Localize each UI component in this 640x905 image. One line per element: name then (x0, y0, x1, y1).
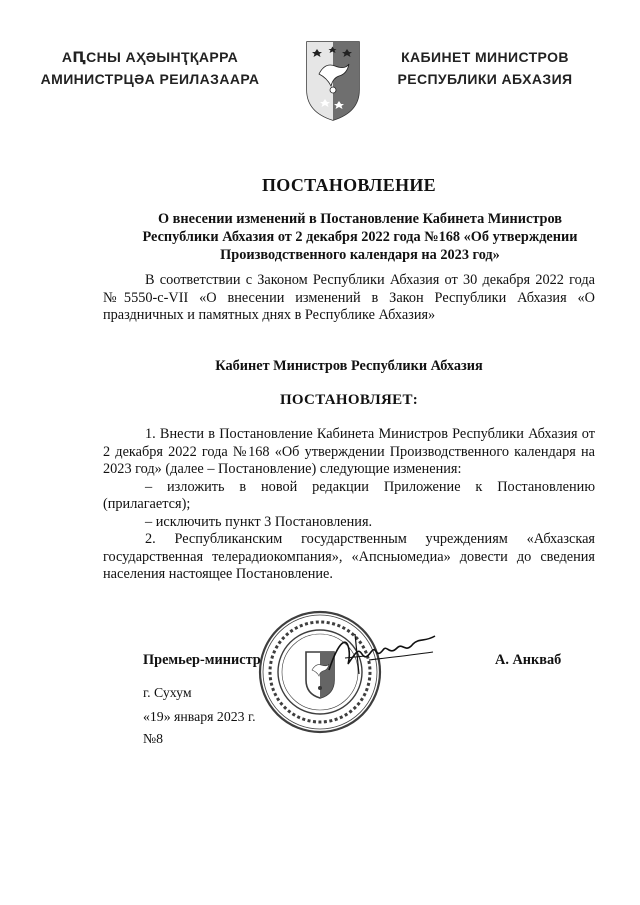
header-left-line2: АМИНИСТРЦӘА РЕИЛАЗААРА (40, 71, 260, 87)
subject-line2: Республики Абхазия от 2 декабря 2022 года №168 «Об утверждении (142, 229, 578, 245)
place-line: г. Сухум (143, 685, 192, 700)
item-1b: – исключить пункт 3 Постановления. (145, 513, 373, 530)
document-subject (100, 210, 620, 264)
header-right (370, 46, 600, 90)
item-1a: – изложить в новой редакции Приложение к Постановлению (прилагается); (103, 478, 595, 512)
item-1: 1. Внести в Постановление Кабинета Министров Республики Абхазия от 2 декабря 2022 года №168 «Об утверждении Производственного календаря на 2023 год» (далее – Постановление) следующие изменения: (103, 426, 595, 477)
header-right-line1: КАБИНЕТ МИНИСТРОВ (401, 49, 569, 65)
item-2: 2. Республиканским государственным учреждениям «Абхазская государственная телерадиокомпания», «Апсныомедиа» довести до сведения населения настоящее Постановление. (103, 531, 595, 582)
resolution-body (103, 426, 595, 584)
signatory-role: Премьер-министр (143, 652, 261, 668)
date-line: «19» января 2023 г. (143, 709, 256, 724)
document-number: №8 (143, 731, 164, 746)
authority-line: Кабинет Министров Республики Абхазия (215, 358, 483, 374)
header-right-line2: РЕСПУБЛИКИ АБХАЗИЯ (397, 71, 573, 87)
resolves-heading: ПОСТАНОВЛЯЕТ: (279, 392, 419, 408)
signatory-name: А. Анкваб (495, 652, 562, 668)
header-left-line1: АԤСНЫ АҲӘЫНҬҚАРРА (61, 49, 239, 65)
preamble-paragraph: В соответствии с Законом Республики Абхазия от 30 декабря 2022 года №5550-с-VII «О внесении изменений в Закон Республики Абхазия «О праздничных и памятных днях в Республике Абхазия» (103, 272, 595, 323)
subject-line3: Производственного календаря на 2023 год» (220, 247, 500, 263)
header-left (0, 46, 300, 90)
subject-line1: О внесении изменений в Постановление Кабинета Министров (157, 211, 563, 227)
document-title: ПОСТАНОВЛЕНИЕ (262, 175, 436, 195)
coat-of-arms-emblem (305, 40, 361, 122)
handwritten-signature (325, 630, 440, 678)
